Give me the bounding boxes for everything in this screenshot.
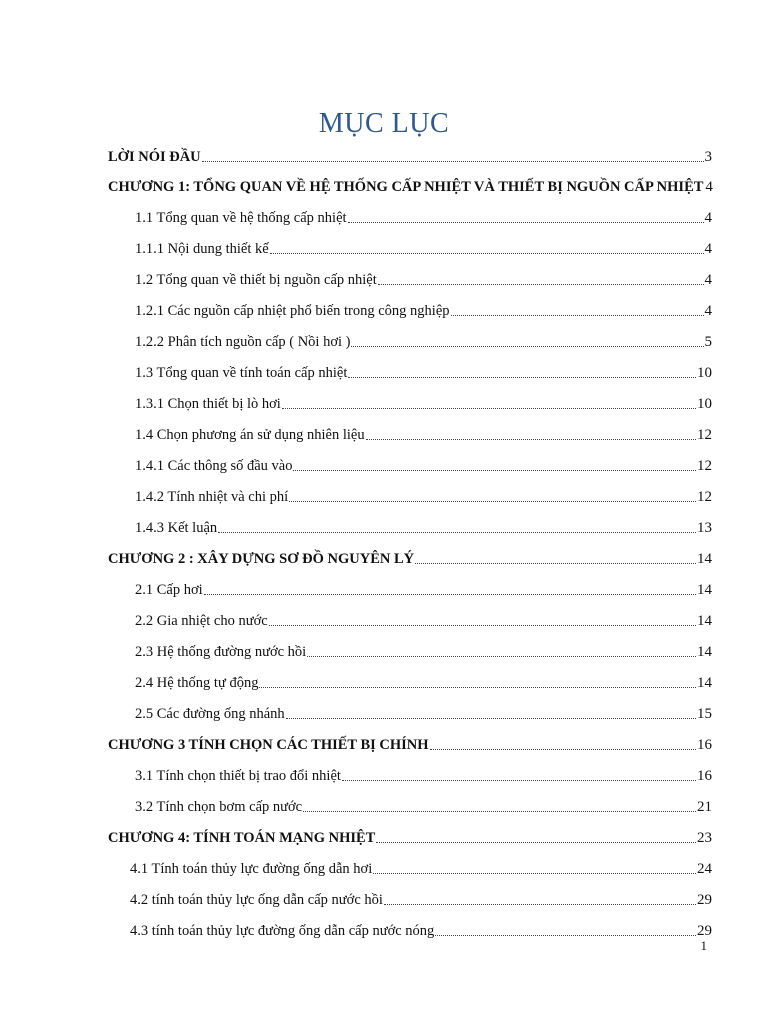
toc-entry-text: 1.4 Chọn phương án sử dụng nhiên liệu (135, 427, 365, 443)
toc-entry-chapter[interactable] (108, 544, 712, 568)
toc-entry-page: 10 (697, 365, 712, 381)
toc-entry-text: 1.1 Tổng quan về hệ thống cấp nhiệt (135, 210, 347, 226)
toc-entry-text: CHƯƠNG 1: TỔNG QUAN VỀ HỆ THỐNG CẤP NHIỆT VÀ THIẾT BỊ NGUỒN CẤP NHIỆT (108, 179, 704, 195)
toc-entry-page: 12 (697, 427, 712, 443)
toc-entry-text: 2.2 Gia nhiệt cho nước (135, 613, 268, 629)
toc-entry-page: 14 (697, 644, 712, 660)
toc-dot-leader (366, 438, 696, 440)
toc-entry-page: 10 (697, 396, 712, 412)
toc-entry-page: 5 (704, 334, 712, 350)
toc-entry-page: 4 (705, 179, 713, 195)
toc-dot-leader (351, 345, 703, 347)
toc-entry-section[interactable] (135, 513, 712, 537)
toc-entry-text: 2.5 Các đường ống nhánh (135, 706, 285, 722)
toc-entry-chapter[interactable] (108, 142, 712, 166)
toc-entry-text: CHƯƠNG 3 TÍNH CHỌN CÁC THIẾT BỊ CHÍNH (108, 737, 429, 753)
toc-entry-page: 15 (697, 706, 712, 722)
toc-entry-page: 16 (697, 737, 712, 753)
toc-entry-page: 4 (704, 210, 712, 226)
toc-entry-section[interactable] (135, 234, 712, 258)
toc-entry-text: 1.3 Tổng quan về tính toán cấp nhiệt (135, 365, 348, 381)
toc-entry-page: 3 (704, 149, 712, 165)
toc-entry-text: 4.3 tính toán thủy lực đường ống dẫn cấp nước nóng (130, 923, 435, 939)
toc-entry-section[interactable] (135, 761, 712, 785)
toc-entry-text: LỜI NÓI ĐẦU (108, 149, 201, 165)
toc-title: MỤC LỤC (318, 108, 450, 139)
toc-entry-text: 4.1 Tính toán thủy lực đường ống dẫn hơi (130, 861, 373, 877)
toc-entry-section[interactable] (135, 575, 712, 599)
toc-dot-leader (435, 934, 696, 936)
toc-entry-page: 4 (704, 241, 712, 257)
toc-entry-text: 2.3 Hệ thống đường nước hồi (135, 644, 307, 660)
toc-dot-leader (289, 500, 696, 502)
toc-entry-section[interactable] (135, 451, 712, 475)
toc-dot-leader (293, 469, 696, 471)
toc-entry-text: 1.2.1 Các nguồn cấp nhiệt phổ biến trong công nghiệp (135, 303, 450, 319)
toc-entry-page: 14 (697, 551, 712, 567)
toc-entry-page: 29 (697, 892, 712, 908)
toc-dot-leader (415, 562, 696, 564)
toc-dot-leader (376, 841, 696, 843)
toc-entry-section[interactable] (135, 668, 712, 692)
toc-entry-section[interactable] (135, 637, 712, 661)
toc-entry-page: 4 (704, 303, 712, 319)
toc-dot-leader (259, 686, 696, 688)
toc-entry-chapter[interactable] (108, 172, 712, 196)
toc-dot-leader (282, 407, 696, 409)
toc-entry-section[interactable] (130, 854, 712, 878)
toc-dot-leader (270, 252, 704, 254)
toc-entry-page: 14 (697, 675, 712, 691)
toc-entry-page: 14 (697, 582, 712, 598)
toc-entry-text: 1.4.3 Kết luận (135, 520, 218, 536)
page-number: 1 (700, 938, 707, 953)
toc-entry-text: 2.4 Hệ thống tự động (135, 675, 259, 691)
toc-entry-section[interactable] (135, 606, 712, 630)
toc-entry-text: 4.2 tính toán thủy lực ống dẫn cấp nước hồi (130, 892, 383, 908)
toc-entry-section[interactable] (135, 203, 712, 227)
toc-entry-text: 3.1 Tính chọn thiết bị trao đổi nhiệt (135, 768, 341, 784)
toc-dot-leader (202, 160, 704, 162)
toc-entry-text: 2.1 Cấp hơi (135, 582, 203, 598)
toc-entry-text: CHƯƠNG 4: TÍNH TOÁN MẠNG NHIỆT (108, 830, 376, 846)
toc-entry-text: 1.1.1 Nội dung thiết kế (135, 241, 269, 257)
toc-entry-text: 1.3.1 Chọn thiết bị lò hơi (135, 396, 281, 412)
toc-entry-page: 12 (697, 458, 712, 474)
toc-entry-section[interactable] (130, 916, 712, 940)
toc-entry-section[interactable] (135, 420, 712, 444)
toc-entry-section[interactable] (135, 327, 712, 351)
toc-entry-page: 23 (697, 830, 712, 846)
toc-entry-page: 24 (697, 861, 712, 877)
toc-entry-text: CHƯƠNG 2 : XÂY DỰNG SƠ ĐỒ NGUYÊN LÝ (108, 551, 415, 567)
toc-entry-section[interactable] (135, 792, 712, 816)
toc-entry-page: 4 (704, 272, 712, 288)
toc-dot-leader (348, 221, 704, 223)
toc-entry-chapter[interactable] (108, 823, 712, 847)
toc-dot-leader (342, 779, 696, 781)
toc-dot-leader (307, 655, 696, 657)
toc-entry-section[interactable] (135, 389, 712, 413)
toc-dot-leader (451, 314, 704, 316)
toc-entry-page: 12 (697, 489, 712, 505)
toc-entry-page: 14 (697, 613, 712, 629)
toc-entry-page: 29 (697, 923, 712, 939)
toc-entry-text: 1.4.2 Tính nhiệt và chi phí (135, 489, 289, 505)
toc-entry-section[interactable] (130, 885, 712, 909)
toc-dot-leader (286, 717, 696, 719)
toc-entry-text: 1.4.1 Các thông số đầu vào (135, 458, 293, 474)
toc-dot-leader (378, 283, 704, 285)
toc-entry-section[interactable] (135, 265, 712, 289)
toc-entry-section[interactable] (135, 482, 712, 506)
toc-entry-text: 1.2 Tổng quan về thiết bị nguồn cấp nhiệt (135, 272, 377, 288)
toc-entry-page: 16 (697, 768, 712, 784)
toc-entry-section[interactable] (135, 296, 712, 320)
toc-dot-leader (430, 748, 696, 750)
toc-dot-leader (384, 903, 696, 905)
toc-dot-leader (269, 624, 696, 626)
toc-entry-text: 1.2.2 Phân tích nguồn cấp ( Nồi hơi ) (135, 334, 351, 350)
toc-dot-leader (204, 593, 696, 595)
toc-entry-chapter[interactable] (108, 730, 712, 754)
toc-dot-leader (373, 872, 696, 874)
toc-dot-leader (218, 531, 696, 533)
toc-entry-section[interactable] (135, 699, 712, 723)
toc-entry-page: 21 (697, 799, 712, 815)
toc-entry-page: 13 (697, 520, 712, 536)
toc-entry-text: 3.2 Tính chọn bơm cấp nước (135, 799, 303, 815)
toc-entry-section[interactable] (135, 358, 712, 382)
toc-dot-leader (348, 376, 696, 378)
toc-dot-leader (303, 810, 696, 812)
